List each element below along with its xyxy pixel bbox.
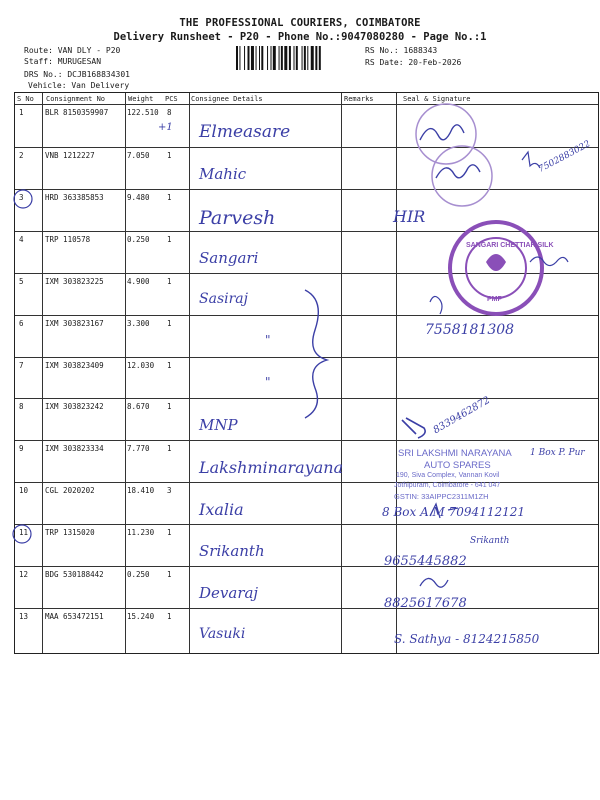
row-pcs: 8 xyxy=(167,108,172,117)
col-consignment: Consignment No xyxy=(46,95,106,103)
row-sno: 7 xyxy=(19,361,24,370)
row-consignment: BLR 8150359907 xyxy=(45,108,109,117)
row-consignee-handwritten: Elmeasare xyxy=(199,122,291,142)
row-consignee-handwritten: Mahic xyxy=(199,165,247,183)
row-pcs: 1 xyxy=(167,528,172,537)
stamp-chettiar-text: SANGARI CHETTIAR SILK xyxy=(466,242,554,249)
row-pcs: 1 xyxy=(167,319,172,328)
remarks-row3: HIR xyxy=(393,207,426,226)
row-consignment: HRD 363385853 xyxy=(45,193,104,202)
phone-row6: 7558181308 xyxy=(425,322,515,338)
row-weight: 0.250 xyxy=(127,235,150,244)
row-consignee-handwritten: Sangari xyxy=(199,249,259,267)
phone-row2: 7502883022 xyxy=(537,139,593,175)
phone-row8: 8339462872 xyxy=(431,394,493,437)
col-sno: S No xyxy=(17,95,34,103)
col-weight: Weight xyxy=(128,95,154,103)
row-sno: 10 xyxy=(19,486,29,495)
row-consignment: IXM 303823225 xyxy=(45,277,104,286)
row-pcs: 1 xyxy=(167,361,172,370)
row-pcs: 1 xyxy=(167,612,172,621)
row-weight: 7.770 xyxy=(127,444,150,453)
row-pcs: 3 xyxy=(167,486,172,495)
row-weight: 18.410 xyxy=(127,486,155,495)
row-weight: 0.250 xyxy=(127,570,150,579)
shop-stamp-name: SRI LAKSHMI NARAYANA xyxy=(398,448,512,459)
col-consignee: Consignee Details xyxy=(191,95,263,103)
vehicle-label: Vehicle: Van Delivery xyxy=(28,81,130,90)
row-pcs: 1 xyxy=(167,151,172,160)
row-pcs: 1 xyxy=(167,193,172,202)
row-sno: 11 xyxy=(19,528,29,537)
row-weight: 3.300 xyxy=(127,319,150,328)
row-sno: 3 xyxy=(19,193,24,202)
row-consignment: IXM 303823409 xyxy=(45,361,104,370)
row-pcs: 1 xyxy=(167,235,172,244)
route-label: Route: VAN DLY - P20 xyxy=(24,46,121,55)
row-consignment: CGL 2020202 xyxy=(45,486,95,495)
signature-row8 xyxy=(402,418,425,438)
name-row11: Srikanth xyxy=(470,536,510,546)
row-sno: 12 xyxy=(19,570,29,579)
shop-stamp-addr1: 190, Siva Complex, Vannan Kovil xyxy=(396,472,500,479)
row-consignee-handwritten: Ixalia xyxy=(199,500,244,519)
signature-row1 xyxy=(420,125,464,140)
circle-sno-11 xyxy=(13,525,31,543)
row-consignment: IXM 303823167 xyxy=(45,319,104,328)
row-consignment: IXM 303823334 xyxy=(45,444,104,453)
row-weight: 7.050 xyxy=(127,151,150,160)
col-pcs: PCS xyxy=(165,95,178,103)
drs-number: DRS No.: DCJB168834301 xyxy=(24,70,130,79)
stamp-chettiar-sub: PMP xyxy=(487,296,503,303)
row-pcs: 1 xyxy=(167,570,172,579)
row-consignment: IXM 303823242 xyxy=(45,402,104,411)
staff-label: Staff: MURUGESAN xyxy=(24,57,102,66)
runsheet-subtitle: Delivery Runsheet - P20 - Phone No.:9047080280 - Page No.:1 xyxy=(113,31,487,43)
row-sno: 6 xyxy=(19,319,24,328)
row-consignment: TRP 1315020 xyxy=(45,528,95,537)
company-title: THE PROFESSIONAL COURIERS, COIMBATORE xyxy=(179,17,421,29)
col-seal: Seal & Signature xyxy=(403,95,471,103)
circle-sno-3 xyxy=(14,190,32,208)
row-consignment: TRP 110578 xyxy=(45,235,91,244)
shop-stamp-gstin: GSTIN: 33AIPPC2311M1ZH xyxy=(394,492,489,501)
row-consignment: VNB 1212227 xyxy=(45,151,95,160)
signature-row12 xyxy=(420,578,448,587)
row-consignee-handwritten: Lakshminarayana xyxy=(199,458,344,477)
row-sno: 13 xyxy=(19,612,29,621)
col-remarks: Remarks xyxy=(344,95,374,103)
row-weight: 4.900 xyxy=(127,277,150,286)
row-consignee-handwritten: Vasuki xyxy=(199,626,246,642)
brace-rows-5-7 xyxy=(305,290,327,418)
row-consignment: BDG 530188442 xyxy=(45,570,104,579)
pcs-note-row1: +1 xyxy=(158,122,173,133)
row-consignee-handwritten: " xyxy=(265,333,271,347)
row-consignee-handwritten: Srikanth xyxy=(199,542,265,560)
row-pcs: 1 xyxy=(167,277,172,286)
row-consignee-handwritten: Devaraj xyxy=(199,584,259,602)
row-consignee-handwritten: Parvesh xyxy=(199,207,276,229)
row-sno: 1 xyxy=(19,108,24,117)
shop-stamp-addr2: Jothipuram, Coimbatore - 641 047 xyxy=(394,482,501,489)
row-weight: 9.480 xyxy=(127,193,150,202)
shop-stamp-line2: AUTO SPARES xyxy=(424,460,491,471)
row-consignment: MAA 653472151 xyxy=(45,612,104,621)
phone-row11: 9655445882 xyxy=(384,554,467,569)
stamp-circle-row1 xyxy=(416,104,476,164)
row-pcs: 1 xyxy=(167,402,172,411)
row-consignee-handwritten: " xyxy=(265,375,271,389)
row-weight: 122.510 xyxy=(127,108,159,117)
row-pcs: 1 xyxy=(167,444,172,453)
note-row9: 1 Box P. Pur xyxy=(530,448,585,458)
signature-row2 xyxy=(436,165,480,178)
signature-row4 xyxy=(530,257,568,266)
row-sno: 2 xyxy=(19,151,24,160)
row-sno: 4 xyxy=(19,235,24,244)
row-weight: 12.030 xyxy=(127,361,155,370)
rs-number: RS No.: 1688343 xyxy=(365,46,438,55)
signature-row6 xyxy=(430,296,442,314)
row-sno: 5 xyxy=(19,277,24,286)
row-consignee-handwritten: MNP xyxy=(199,416,238,434)
row-sno: 9 xyxy=(19,444,24,453)
stamp-chettiar-emblem xyxy=(486,254,506,271)
sig-row13: S. Sathya - 8124215850 xyxy=(394,632,540,646)
row-sno: 8 xyxy=(19,402,24,411)
row-weight: 8.670 xyxy=(127,402,150,411)
rs-date: RS Date: 20-Feb-2026 xyxy=(365,58,462,67)
initial-row2 xyxy=(522,152,540,168)
row-weight: 11.230 xyxy=(127,528,155,537)
row-consignee-handwritten: Sasiraj xyxy=(199,291,248,307)
signature-row10 xyxy=(430,504,458,518)
row-weight: 15.240 xyxy=(127,612,155,621)
phone-row12: 8825617678 xyxy=(384,596,467,611)
note-row10: 8 Box A.M 7094112121 xyxy=(382,505,526,519)
